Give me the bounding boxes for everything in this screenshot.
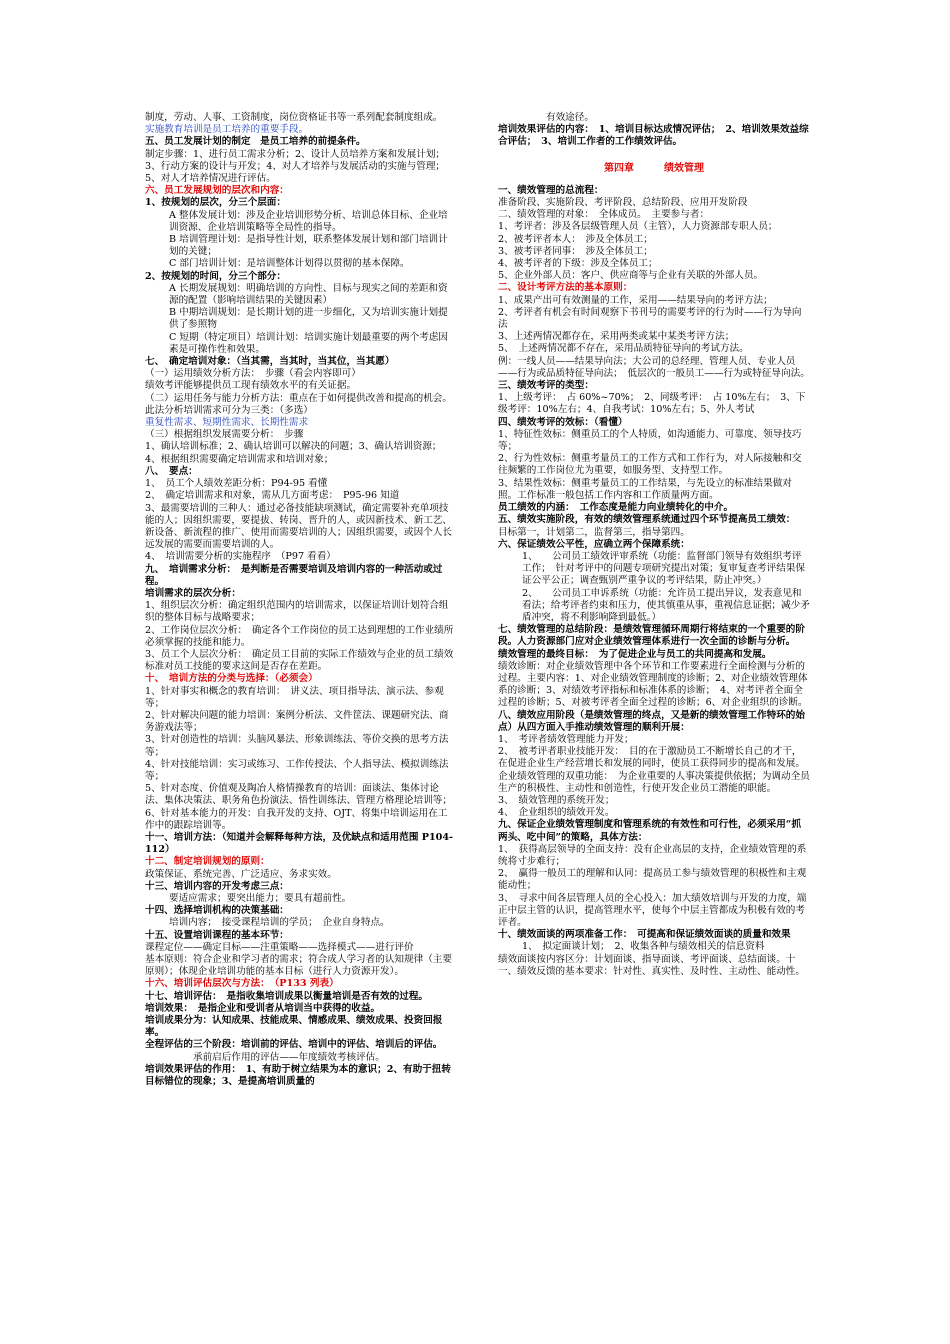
left-text-line: 七、 确定培训对象：（当其需，当其时，当其位，当其愿） (145, 356, 395, 368)
left-text-line: 基本原则：符合企业和学习者的需求；符合成人学习者的认知规律（主要原则）；体现企业培训功能的基本目标（进行人力资源开发）。 (145, 954, 452, 978)
right-text-line: 1、 考评者绩效管理能力开发； (498, 733, 634, 745)
left-column (145, 112, 455, 1088)
left-text-line: A 整体发展计划：涉及企业培训形势分析、培训总体目标、企业培训资源、企业培训策略等全局性的指导。 (169, 209, 448, 233)
left-text-line: 实施教育培训是员工培养的重要手段。 (145, 124, 309, 136)
left-text-line: 十七、培训评估： 是指收集培训成果以衡量培训是否有效的过程。 (145, 990, 429, 1002)
left-text-line: 2、工作岗位层次分析： 确定各个工作岗位的员工达到理想的工作业绩所必须掌握的技能和能力。 (145, 624, 454, 648)
left-text-line: B 培训管理计划：是指导性计划，联系整体发展计划和部门培训计划的关键； (169, 234, 448, 258)
left-text-line: 1、确认培训标准；2、确认培训可以解决的问题；3、确认培训资源； 4、根据组织需要确定培训需求和培训对象； (145, 441, 447, 465)
right-column (498, 112, 810, 978)
left-text-line: 2、 确定培训需求和对象，需从几方面考虑： P95-96 知道 (145, 490, 400, 502)
right-text-line: 目标第一，计划第二，监督第三，指导第四。 (498, 526, 690, 538)
right-text-line: 员工绩效的内涵： 工作态度是能力向业绩转化的中介。 (498, 502, 734, 514)
left-text-line: 九、 培训需求分析： 是判断是否需要培训及培训内容的一种活动或过程。 (145, 563, 443, 587)
right-text-line: 2、行为性效标：侧重考量员工的工作方式和工作行为，对人际接触和交往频繁的工作岗位尤为重要，如服务型、支持型工作。 (498, 453, 802, 477)
right-text-line: 例：一线人员——结果导向法；大公司的总经理、管理人员、专业人员——行为或品质特征导向法； 低层次的一般员工——行为或特征导向法。 (498, 355, 810, 379)
left-text-line: 十、 培训方法的分类与选择：（必须会） (145, 673, 318, 685)
left-text-line: 培训内容； 接受课程培训的学员； 企业自身特点。 (169, 917, 390, 929)
left-text-line: 1、按规划的层次，分三个层面： (145, 197, 286, 209)
left-text-line: 政策保证、系统完善、广泛适应、务求实效。 (145, 868, 337, 880)
right-text-line: 绩效诊断：对企业绩效管理中各个环节和工作要素进行全面检测与分析的过程。主要内容：1、对企业绩效管理制度的诊断；2、对企业绩效管理体系的诊断；3、对绩效考评指标和标准体系的诊断； 4、对考评者全面全过程的诊断；5、对被考评者全面全过程的诊断；6、对企业组织的诊断。 (498, 660, 808, 709)
left-text-line: A 长期发展规划：明确培训的方向性、目标与现实之间的差距和资源的配置（影响培训结果的关键因素） (169, 282, 448, 307)
right-text-line: 2、考评者有机会有时间观察下书刊号的需要考评的行为时——行为导向法 (498, 306, 802, 331)
left-text-line: 1、针对事实和概念的教育培训： 讲义法、项目指导法、演示法、参观等； (145, 685, 444, 709)
left-text-line: 重复性需求、短期性需求、长期性需求 (145, 417, 309, 429)
right-text-line: 1、上级考评： 占 60%~70%； 2、同级考评： 占 10%左右； 3、下级考评：10%左右；4、自我考试：10%左右；5、外人考试 (498, 392, 806, 416)
right-text-line: 五、绩效实施阶段，有效的绩效管理系统通过四个环节提高员工绩效： (498, 514, 796, 526)
right-text-line: 5、企业外部人员：客户、供应商等与企业有关联的外部人员。 (498, 270, 764, 282)
left-text-line: 十一、培训方法：（知道并会解释每种方法，及优缺点和适用范围 P104-112） (145, 831, 453, 856)
left-text-line: 制度，劳动、人事、工资制度，岗位资格证书等一系列配套制度组成。 (145, 112, 443, 123)
right-text-line: 4、被考评者的下级：涉及全体员工； (498, 258, 658, 270)
left-text-line: 1、 员工个人绩效差距分析：P94-95 看懂 (145, 478, 328, 490)
right-text-line: 绩效面谈按内容区分：计划面谈、指导面谈、考评面谈、总结面谈。十一、绩效反馈的基本要求：针对性、真实性、及时性、主动性、能动性。 (498, 953, 805, 977)
right-text-line: 3、上述两情况都存在，采用两类或某中某类考评方法； (498, 331, 735, 343)
right-text-line: 2、 被考评者职业技能开发： 目的在于激励员工不断增长自己的才干，在促进企业生产经营增长和发展的同时，使员工获得同步的提高和发展。 企业绩效管理的双重功能： 为企业重要的人事决策提供依据；为调动全员生产的积极性、主动性和创造性，行使开发企业员工潜能的职能。 (498, 746, 810, 794)
left-text-line: 十四、选择培训机构的决策基础： (145, 905, 289, 917)
left-text-line: 十二、制定培训规划的原则： (145, 856, 270, 868)
left-text-line: 5、针对态度、价值观及陶冶人格情操教育的培训：面谈法、集体讨论法、集体决策法、职务角色扮演法、悟性训练法、管理方格理论培训等； (145, 783, 452, 807)
left-text-line: （二）运用任务与能力分析方法：重点在于如何提供改善和提高的机会。 此法分析培训需求可分为三类：（多选） (145, 392, 457, 416)
right-text-line: 2、 赢得一般员工的理解和认同：提高员工参与绩效管理的积极性和主观能动性； (498, 868, 807, 892)
right-text-line: 3、 寻求中间各层管理人员的全心投入：加大绩效培训与开发的力度，端正中层主管的认识，提高管理水平，使每个中层主管都成为积极有效的考评者。 (498, 892, 807, 928)
right-text-line: 二、设计考评方法的基本原则： (498, 282, 633, 294)
right-text-line: 十、绩效面谈的两项准备工作： 可提高和保证绩效面谈的质量和效果 (498, 929, 791, 941)
right-text-line: 绩效管理的最终目标： 为了促进企业与员工的共同提高和发展。 (498, 648, 772, 660)
left-text-line: 培训需求的层次分析： (145, 587, 241, 599)
right-text-line: 六、保证绩效公平性，应确立两个保障系统： (498, 538, 690, 550)
right-text-line: 4、 企业组织的绩效开发。 (498, 807, 615, 819)
left-text-line: 3、最需要培训的三种人：通过必备技能缺项测试，确定需要补充单项技能的人；因组织需要，要提拔、转岗、晋升的人，或因新技术、新工艺、新设备、新流程的推广、使用而需要培训的人；因组织需要，或因个人长远发展的需要而需要培训的人。 (145, 502, 452, 551)
left-text-line: 全程评估的三个阶段：培训前的评估、培训中的评估、培训后的评估。 (145, 1039, 443, 1051)
left-text-line: 4、针对技能培训：实习或练习、工作传授法、个人指导法、模拟训练法等； (145, 758, 449, 782)
left-text-line: （三）根据组织发展需要分析： 步骤 (145, 429, 304, 441)
right-text-line: 九、保证企业绩效管理制度和管理系统的有效性和可行性，必须采用“抓两头、吃中间”的策略，具体方法： (498, 819, 801, 843)
left-text-line: （一）运用绩效分析方法： 步骤（看会内容即可） (145, 368, 361, 380)
right-text-line: 一、绩效管理的总流程： (498, 184, 604, 196)
left-text-line: 培训效果： 是指企业和受训者从培训当中获得的收益。 (145, 1002, 381, 1014)
right-text-line: 培训效果评估的内容： 1、培训目标达成情况评估； 2、培训效果效益综合评估； 3、培训工作者的工作绩效评估。 (498, 124, 809, 148)
left-text-line: 制定步骤：1、进行员工需求分析；2、设计人员培养方案和发展计划；3、行动方案的设计与开发；4、对人才培养与发展活动的实施与管理；5、对人才培养情况进行评估。 (145, 148, 446, 185)
left-text-line: 培训效果评估的作用： 1、有助于树立结果为本的意识；2、有助于扭转目标错位的现象；3、是提高培训质量的 (145, 1063, 451, 1088)
left-text-line: 4、 培训需要分析的实施程序 （P97 看看） (145, 551, 336, 563)
left-text-line: 绩效考评能够提供员工现有绩效水平的有关证据。 (145, 380, 357, 392)
right-text-line: 第四章 绩效管理 (604, 162, 704, 174)
left-text-line: 五、员工发展计划的制定 是员工培养的前提条件。 (145, 136, 366, 148)
right-text-line: 1、 获得高层领导的全面支持：没有企业高层的支持，企业绩效管理的系统将寸步难行； (498, 843, 807, 867)
right-text-line: 3、结果性效标：侧重考量员工的工作结果，与先设立的标准结果做对照。工作标准一般包括工作内容和工作质量两方面。 (498, 477, 792, 501)
left-text-line: 1、组织层次分析：确定组织范围内的培训需求，以保证培训计划符合组织的整体目标与战略要求； (145, 600, 449, 624)
right-text-line: 三、绩效考评的类型： (498, 380, 594, 392)
right-text-line: 1、 公司员工绩效评审系统（功能：监督部门领导有效组织考评工作； 针对考评中的问题专项研究提出对策；复审复查考评结果保证公平公正；调查甄别严重争议的考评结果，防止冲突。） (522, 550, 806, 587)
left-text-line: 十五、设置培训课程的基本环节： (145, 929, 289, 941)
left-text-line: 3、员工个人层次分析： 确定员工目前的实际工作绩效与企业的员工绩效标准对员工技能的要求这间是否存在差距。 (145, 648, 454, 673)
right-text-line: 2、 公司员工申诉系统（功能：允许员工提出异议，发表意见和看法；给考评者约束和压力，使其慎重从事，重视信息证据；减少矛盾冲突，将不利影响降到最低。） (522, 587, 810, 623)
right-text-line: 1、成果产出可有效测量的工作，采用——结果导向的考评方法； (498, 294, 773, 306)
right-text-line: 四、绩效考评的效标：（看懂） (498, 416, 628, 428)
right-text-line: 3、 绩效管理的系统开发； (498, 794, 615, 806)
right-text-line: 5、 上述两情况都不存在，采用品质特征导向的考试方法。 (498, 343, 749, 355)
right-text-line: 有效途径。 (546, 112, 594, 123)
left-text-line: 十六、培训评估层次与方法： （P133 列表） (145, 978, 339, 990)
right-text-line: 2、被考评者本人： 涉及全体员工； (498, 233, 653, 245)
right-text-line: 1、考评者：涉及各层级管理人员（主管），人力资源部专职人员； (498, 221, 778, 233)
left-text-line: 八、 要点： (145, 465, 198, 477)
left-text-line: 六、员工发展规划的层次和内容： (145, 185, 289, 197)
left-text-line: 课程定位——确定目标——注重策略——选择模式——进行评价 (145, 941, 414, 953)
left-text-line: 3、针对创造性的培训：头脑风暴法、形象训练法、等价交换的思考方法等； (145, 734, 449, 758)
right-text-line: 八、绩效应用阶段（是绩效管理的终点，又是新的绩效管理工作特环的始点）从四方面入手推动绩效管理的顺利开展： (498, 709, 805, 733)
left-text-line: 要适应需求；要突出能力；要具有超前性。 (169, 893, 352, 904)
left-text-line: 培训成果分为：认知成果、技能成果、情感成果、绩效成果、投资回报率。 (145, 1015, 443, 1039)
left-text-line: 6、针对基本能力的开发：自我开发的支持、OJT、将集中培训运用在工作中的跟踪培训等。 (145, 807, 448, 831)
right-text-line: 二、绩效管理的对象： 全体成员。 主要参与者： (498, 209, 710, 221)
right-text-line: 1、 拟定面谈计划； 2、收集各种与绩效相关的信息资料 (522, 941, 765, 953)
left-text-line: B 中期培训规划：是长期计划的进一步细化，又为培训实施计划提供了参照物 (169, 307, 448, 331)
left-text-line: 2、按规划的时间，分三个部分： (145, 270, 286, 282)
left-text-line: 2、针对解决问题的能力培训：案例分析法、文件筐法、课题研究法、商务游戏法等； (145, 709, 449, 734)
left-text-line: C 部门培训计划：是培训整体计划得以贯彻的基本保障。 (169, 258, 410, 270)
left-text-line: C 短期（特定项目）培训计划：培训实施计划最重要的两个考虑因素是可操作性和效果。 (169, 331, 449, 355)
right-text-line: 准备阶段、实施阶段、考评阶段、总结阶段、应用开发阶段 (498, 197, 748, 209)
right-text-line: 1、特征性效标：侧重员工的个人特质，如沟通能力、可靠度、领导技巧等； (498, 428, 802, 453)
left-text-line: 十三、培训内容的开发考虑三点： (145, 880, 289, 892)
right-text-line: 七、绩效管理的总结阶段：是绩效管理循环周期行将结束的一个重要的阶段。人力资源部门应对企业绩效管理体系进行一次全面的诊断与分析。 (498, 624, 805, 648)
right-text-line: 3、被考评者同事： 涉及全体员工； (498, 245, 653, 257)
left-text-line: 承前启后作用的评估——年度绩效考核评估。 (193, 1051, 385, 1063)
